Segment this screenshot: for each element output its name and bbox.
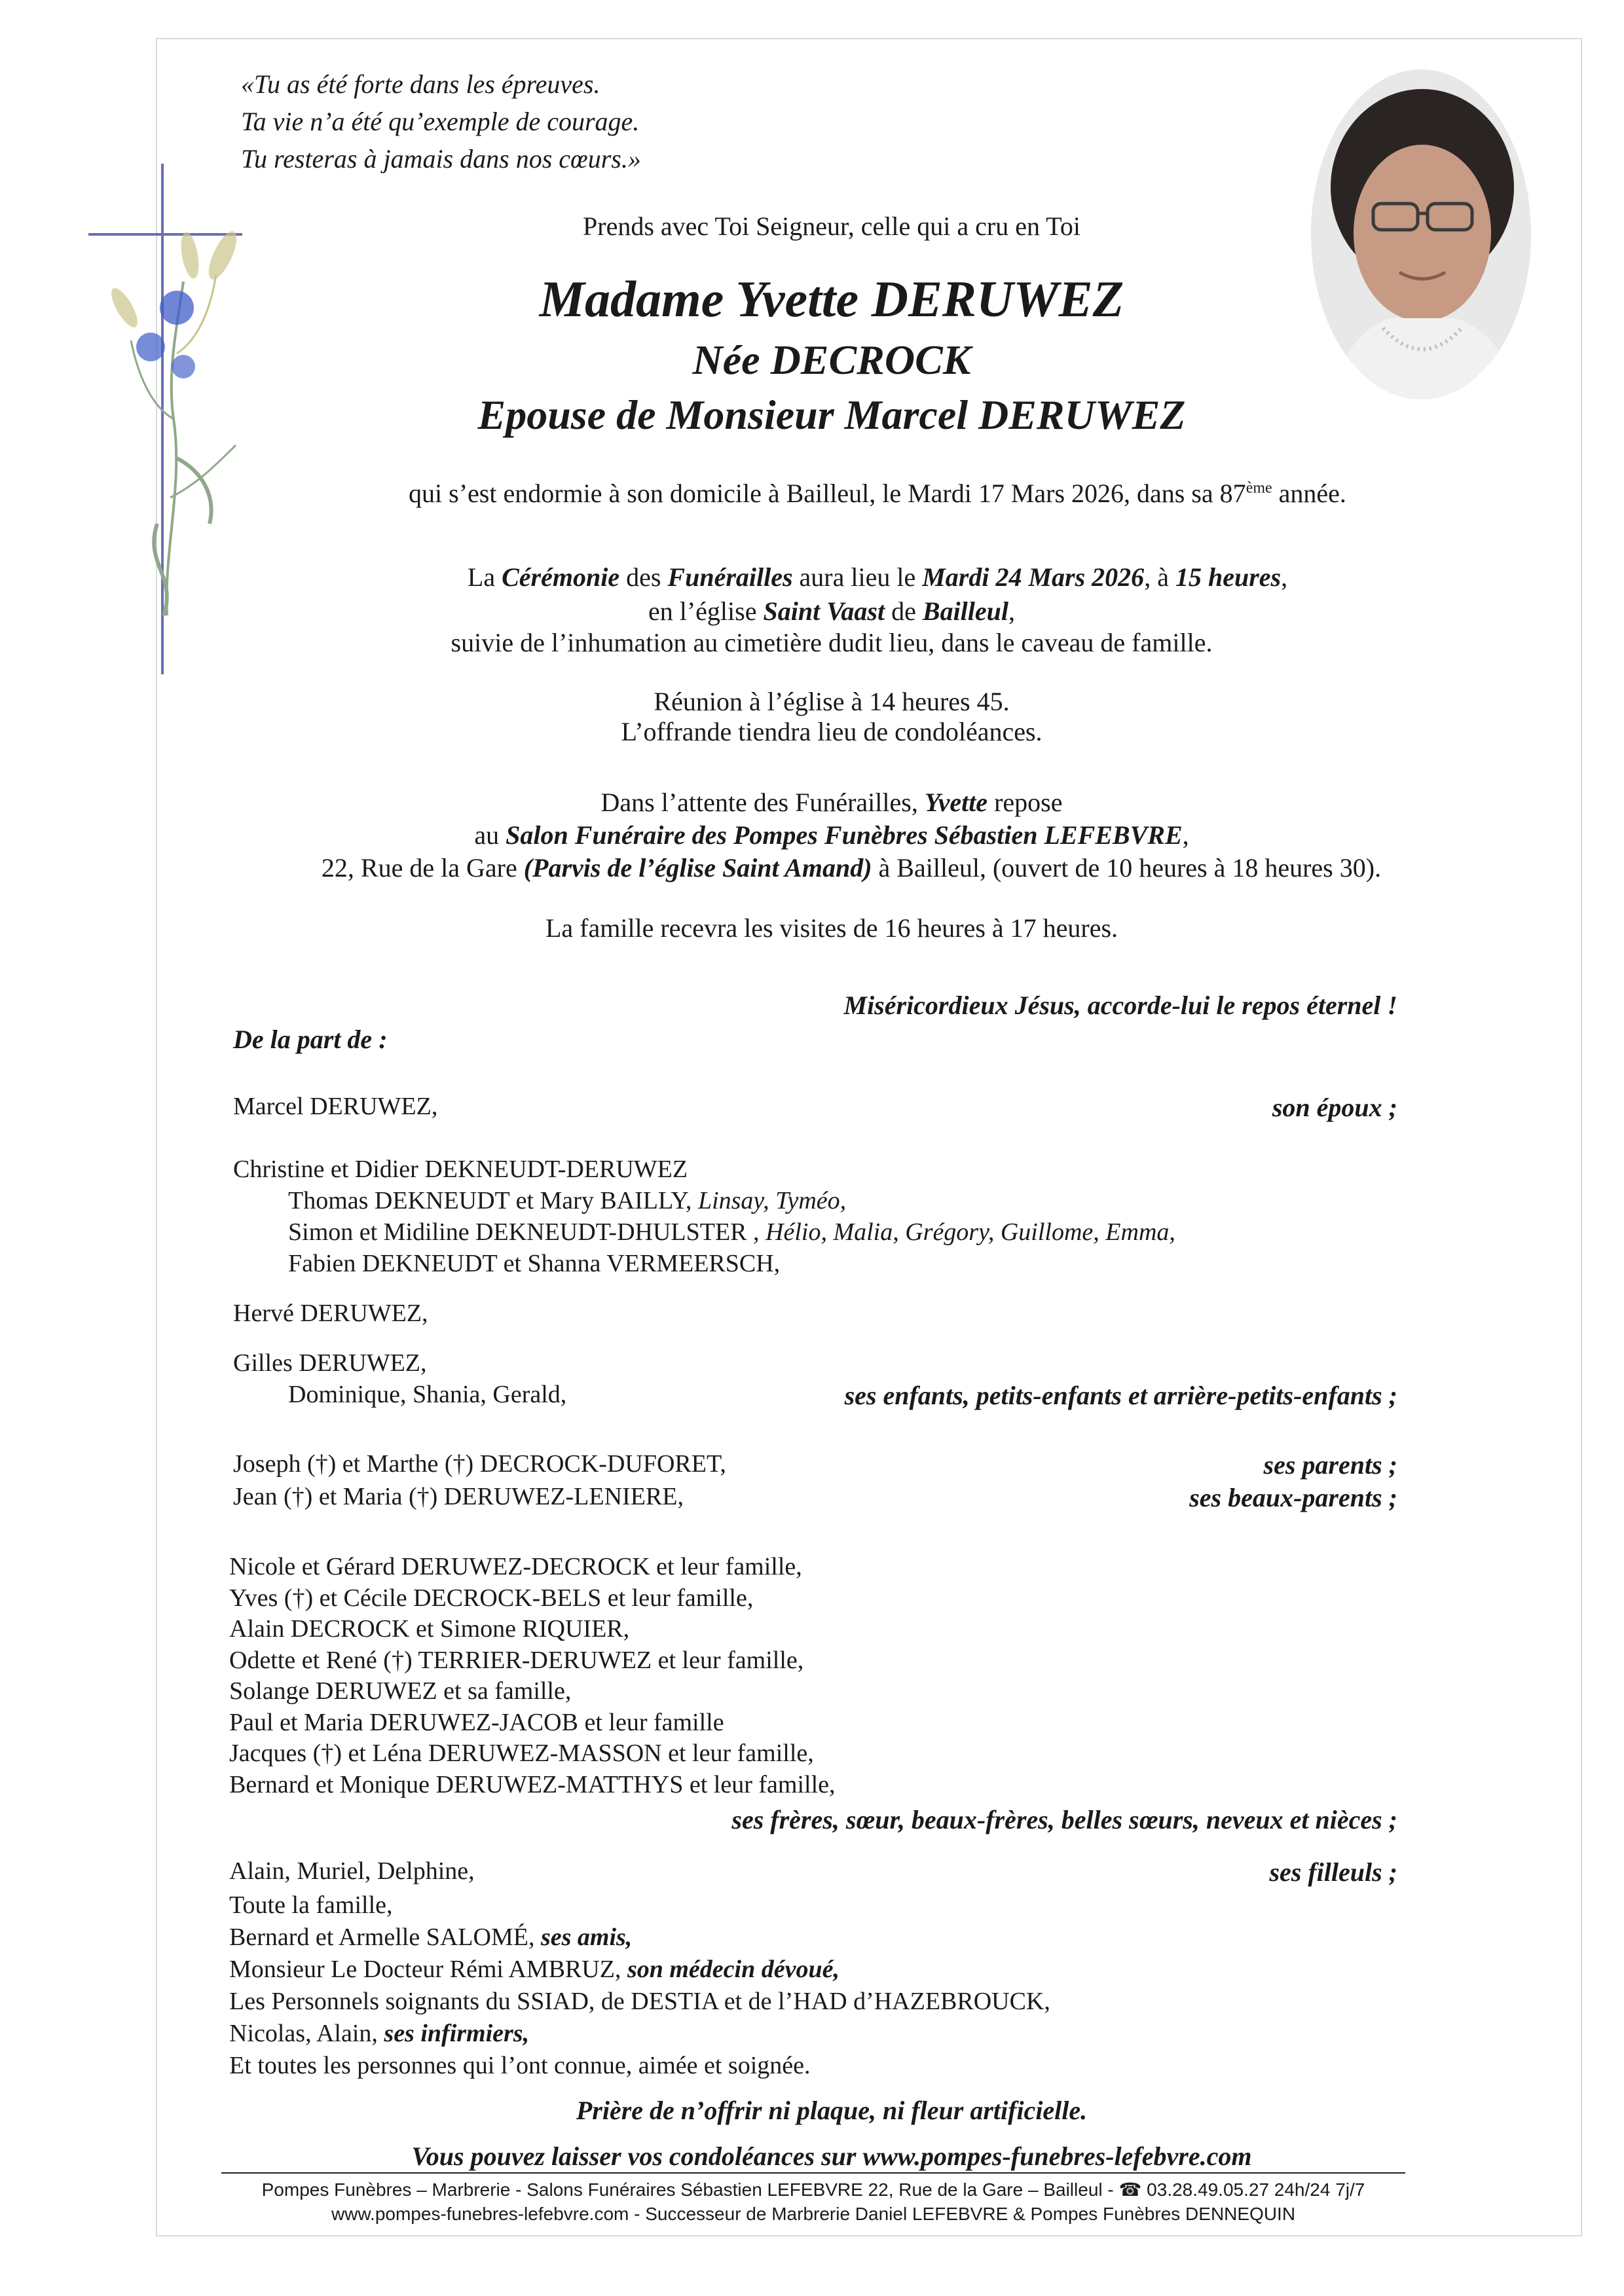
other-role: ses amis, <box>540 1923 633 1951</box>
footer-line-2: www.pompes-funebres-lefebvre.com - Successeur de Marbrerie Daniel LEFEBVRE & Pompes Funèbres DENNEQUIN <box>331 2204 1296 2224</box>
from-label: De la part de : <box>233 1025 388 1054</box>
child-1: Christine et Didier DEKNEUDT-DERUWEZ <box>233 1156 688 1183</box>
church-town: Bailleul <box>922 596 1009 626</box>
footer-rule <box>221 2172 1405 2174</box>
sibling-item: Jacques (†) et Léna DERUWEZ-MASSON et leur famille, <box>229 1740 814 1767</box>
sibling-item: Paul et Maria DERUWEZ-JACOB et leur famille <box>229 1708 724 1736</box>
ceremony-word: Cérémonie <box>502 562 620 592</box>
church-name: Saint Vaast <box>763 596 885 626</box>
other-text: Bernard et Armelle SALOMÉ, <box>229 1923 541 1951</box>
rest-text: , <box>1182 820 1189 850</box>
ceremony-time: 15 heures <box>1175 562 1282 592</box>
ceremony-text: , à <box>1144 562 1175 592</box>
siblings-list <box>229 1552 836 1800</box>
grandchildren-c3: Dominique, Shania, Gerald, <box>288 1381 567 1408</box>
siblings-role: ses frères, sœur, beaux-frères, belles sœurs, neveux et nièces ; <box>731 1805 1397 1834</box>
other-item <box>229 1954 1050 1986</box>
condolences-note: Vous pouvez laisser vos condoléances sur www.pompes-funebres-lefebvre.com <box>411 2141 1252 2171</box>
ceremony-line-2 <box>288 596 1375 627</box>
other-item <box>229 1889 1050 1922</box>
rest-line-3 <box>262 852 1441 883</box>
maiden-name: Née DECROCK <box>692 337 971 383</box>
in-laws-role: ses beaux-parents ; <box>1189 1483 1397 1512</box>
other-role: ses infirmiers, <box>384 2020 530 2047</box>
parents: Joseph (†) et Marthe (†) DECROCK-DUFORET, <box>233 1450 726 1478</box>
offering-line: L’offrande tiendra lieu de condoléances. <box>621 717 1043 746</box>
other-item <box>229 1986 1050 2018</box>
sibling-item: Yves (†) et Cécile DECROCK-BELS et leur famille, <box>229 1584 754 1612</box>
death-end: année. <box>1272 479 1346 508</box>
poem <box>241 65 641 177</box>
spouse-line: Epouse de Monsieur Marcel DERUWEZ <box>477 392 1186 438</box>
great-grandchildren: Linsay, Tyméo, <box>697 1187 847 1214</box>
sibling-item: Odette et René (†) TERRIER-DERUWEZ et leur famille, <box>229 1646 804 1674</box>
spouse-name: Marcel DERUWEZ, <box>233 1093 438 1120</box>
other-item <box>229 2018 1050 2050</box>
church-text: , <box>1008 596 1016 626</box>
death-sup: ème <box>1246 479 1272 497</box>
poem-line-3: Tu resteras à jamais dans nos cœurs.» <box>241 144 641 173</box>
footer-phone: 03.28.49.05.27 24h/24 7j/7 <box>1147 2179 1365 2200</box>
poem-line-2: Ta vie n’a été qu’exemple de courage. <box>241 107 640 136</box>
sibling-item: Bernard et Monique DERUWEZ-MATTHYS et leur famille, <box>229 1770 836 1798</box>
great-grandchildren: Hélio, Malia, Grégory, Guillome, Emma, <box>766 1218 1175 1246</box>
other-text: Toute la famille, <box>229 1891 393 1919</box>
phone-icon: ☎ <box>1118 2179 1142 2200</box>
godchildren: Alain, Muriel, Delphine, <box>229 1857 475 1885</box>
footer-line-1 <box>221 2179 1405 2200</box>
mercy-prayer: Miséricordieux Jésus, accorde-lui le repos éternel ! <box>843 991 1397 1020</box>
prayer-intro: Prends avec Toi Seigneur, celle qui a cru en Toi <box>583 211 1080 241</box>
grandchild-1 <box>288 1186 846 1215</box>
poem-line-1: «Tu as été forte dans les épreuves. <box>241 69 600 99</box>
ceremony-date: Mardi 24 Mars 2026 <box>922 562 1145 592</box>
grandchild-2 <box>288 1218 1175 1247</box>
grandchild-3: Fabien DEKNEUDT et Shanna VERMEERSCH, <box>288 1250 781 1277</box>
sibling-item: Nicole et Gérard DERUWEZ-DECROCK et leur famille, <box>229 1553 802 1580</box>
church-text: en l’église <box>648 596 764 626</box>
ceremony-text: La <box>467 562 502 592</box>
church-text: de <box>885 596 923 626</box>
rest-text: au <box>474 820 506 850</box>
rest-text: repose <box>987 788 1063 817</box>
other-text: Nicolas, Alain, <box>229 2020 384 2047</box>
parents-role: ses parents ; <box>1263 1450 1397 1480</box>
others-list <box>229 1889 1050 2082</box>
ceremony-text: aura lieu le <box>792 562 923 592</box>
sibling-item: Solange DERUWEZ et sa famille, <box>229 1677 572 1705</box>
other-text: Monsieur Le Docteur Rémi AMBRUZ, <box>229 1956 627 1983</box>
salon-name: Salon Funéraire des Pompes Funèbres Sébastien LEFEBVRE <box>506 820 1183 850</box>
godchildren-role: ses filleuls ; <box>1269 1857 1397 1887</box>
footer-address: Pompes Funèbres – Marbrerie - Salons Funéraires Sébastien LEFEBVRE 22, Rue de la Gare – Bailleul - <box>261 2179 1114 2200</box>
first-name: Yvette <box>924 788 988 817</box>
ceremony-text: des <box>619 562 668 592</box>
rest-text: 22, Rue de la Gare <box>321 853 524 883</box>
ceremony-text: , <box>1281 562 1288 592</box>
grandchild-names: Thomas DEKNEUDT et Mary BAILLY, <box>288 1187 698 1214</box>
child-3: Gilles DERUWEZ, <box>233 1349 427 1377</box>
parvis-text: (Parvis de l’église Saint Amand) <box>523 853 872 883</box>
in-laws: Jean (†) et Maria (†) DERUWEZ-LENIERE, <box>233 1483 684 1510</box>
children-role: ses enfants, petits-enfants et arrière-petits-enfants ; <box>844 1381 1397 1410</box>
death-notice <box>288 478 1467 509</box>
no-flowers-note: Prière de n’offrir ni plaque, ni fleur artificielle. <box>576 2096 1088 2125</box>
visits-line: La famille recevra les visites de 16 heures à 17 heures. <box>545 913 1118 943</box>
rest-text: à Bailleul, (ouvert de 10 heures à 18 heures 30). <box>872 853 1382 883</box>
other-role: son médecin dévoué, <box>627 1956 840 1983</box>
other-text: Et toutes les personnes qui l’ont connue, aimée et soignée. <box>229 2052 811 2079</box>
deceased-name: Madame Yvette DERUWEZ <box>539 270 1124 327</box>
other-item <box>229 1922 1050 1954</box>
grandchild-names: Simon et Midiline DEKNEUDT-DHULSTER , <box>288 1218 766 1246</box>
rest-text: Dans l’attente des Funérailles, <box>600 788 925 817</box>
other-item <box>229 2050 1050 2082</box>
ceremony-line-1 <box>288 562 1467 592</box>
death-text: qui s’est endormie à son domicile à Bailleul, le Mardi 17 Mars 2026, dans sa 87 <box>409 479 1246 508</box>
rest-line-1 <box>288 787 1375 818</box>
rest-line-2 <box>288 820 1375 850</box>
cross-with-cornflowers-icon <box>85 157 255 681</box>
burial-line: suivie de l’inhumation au cimetière dudit lieu, dans le caveau de famille. <box>451 628 1213 657</box>
meeting-line: Réunion à l’église à 14 heures 45. <box>654 687 1010 716</box>
spouse-role: son époux ; <box>1272 1093 1397 1122</box>
sibling-item: Alain DECROCK et Simone RIQUIER, <box>229 1615 630 1643</box>
other-text: Les Personnels soignants du SSIAD, de DESTIA et de l’HAD d’HAZEBROUCK, <box>229 1988 1050 2015</box>
funerals-word: Funérailles <box>667 562 793 592</box>
child-2: Hervé DERUWEZ, <box>233 1300 428 1327</box>
